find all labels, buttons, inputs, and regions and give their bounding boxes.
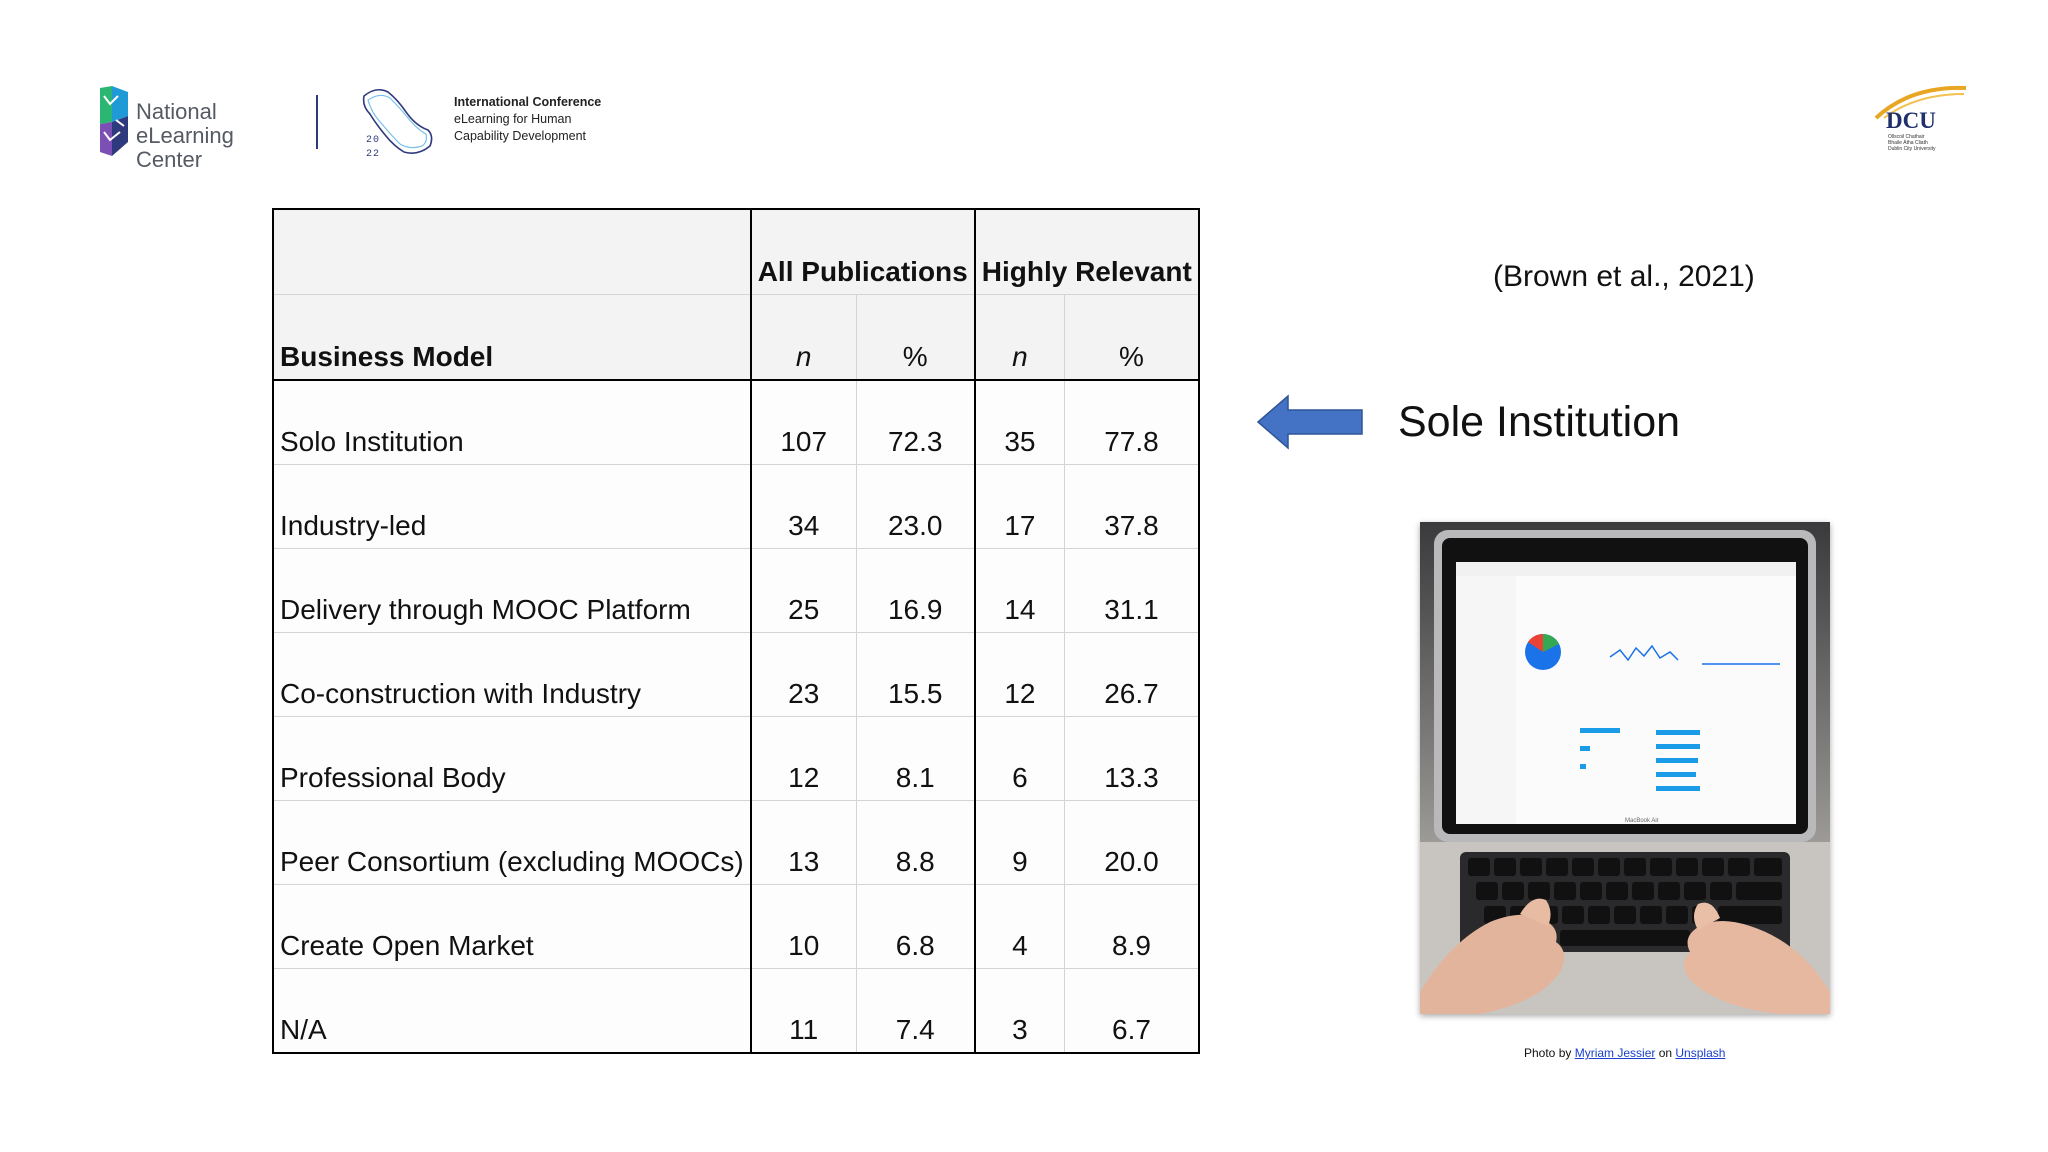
- cell-all-pct: 8.8: [856, 801, 975, 885]
- photo-credit: [1524, 1046, 1725, 1060]
- cell-relevant-pct: 26.7: [1065, 633, 1199, 717]
- nelc-line1: National: [136, 99, 217, 124]
- cell-all-pct: 6.8: [856, 885, 975, 969]
- dcu-wordmark: DCU: [1886, 108, 1936, 133]
- table-row: [273, 969, 1199, 1054]
- group-header-highly-relevant: Highly Relevant: [975, 209, 1199, 295]
- cell-all-n: 13: [751, 801, 857, 885]
- header-divider: [316, 95, 318, 149]
- table-row: [273, 380, 1199, 465]
- conf-year-top: 20: [366, 135, 381, 146]
- photo-credit-prefix: Photo by: [1524, 1046, 1575, 1060]
- cell-all-pct: 23.0: [856, 465, 975, 549]
- table-group-header-row: [273, 209, 1199, 295]
- table-row: [273, 717, 1199, 801]
- cell-all-n: 12: [751, 717, 857, 801]
- cell-relevant-n: 6: [975, 717, 1065, 801]
- cell-all-pct: 15.5: [856, 633, 975, 717]
- conf-line1: International Conference: [454, 95, 602, 109]
- conference-year: [366, 134, 380, 162]
- cell-model: Delivery through MOOC Platform: [273, 549, 751, 633]
- citation-text: (Brown et al., 2021): [1493, 260, 1755, 293]
- cell-relevant-n: 17: [975, 465, 1065, 549]
- cell-relevant-pct: 37.8: [1065, 465, 1199, 549]
- cell-model: Create Open Market: [273, 885, 751, 969]
- cell-relevant-n: 3: [975, 969, 1065, 1054]
- cell-relevant-n: 35: [975, 380, 1065, 465]
- group-header-all-publications: All Publications: [751, 209, 975, 295]
- laptop-photo: [1420, 522, 1830, 1014]
- cell-relevant-pct: 20.0: [1065, 801, 1199, 885]
- cell-all-n: 23: [751, 633, 857, 717]
- conference-title: [454, 94, 601, 145]
- column-header-relevant-pct: %: [1065, 295, 1199, 381]
- cell-relevant-n: 9: [975, 801, 1065, 885]
- photo-credit-mid: on: [1655, 1046, 1676, 1060]
- nelc-wordmark: [136, 100, 298, 172]
- table-row: [273, 885, 1199, 969]
- cell-model: Professional Body: [273, 717, 751, 801]
- cell-model: Co-construction with Industry: [273, 633, 751, 717]
- cell-model: Industry-led: [273, 465, 751, 549]
- cell-relevant-n: 12: [975, 633, 1065, 717]
- conf-line2: eLearning for Human: [454, 112, 572, 126]
- conf-year-bottom: 22: [366, 149, 381, 160]
- left-arrow-icon: [1256, 392, 1366, 452]
- cell-relevant-pct: 8.9: [1065, 885, 1199, 969]
- cell-relevant-n: 4: [975, 885, 1065, 969]
- conf-line3: Capability Development: [454, 129, 587, 143]
- cell-all-n: 25: [751, 549, 857, 633]
- cell-all-n: 11: [751, 969, 857, 1054]
- cell-model: Peer Consortium (excluding MOOCs): [273, 801, 751, 885]
- cell-model: N/A: [273, 969, 751, 1054]
- dcu-subtitle: Ollscoil Chathair Bhaile Átha Cliath Dublin City University: [1888, 134, 1936, 152]
- business-model-table: [272, 208, 1200, 1054]
- table-row: [273, 549, 1199, 633]
- cell-all-pct: 16.9: [856, 549, 975, 633]
- table-corner-cell: [273, 209, 751, 295]
- callout-label: Sole Institution: [1398, 398, 1681, 446]
- conference-logo: [354, 84, 624, 164]
- cell-relevant-pct: 13.3: [1065, 717, 1199, 801]
- column-header-business-model: Business Model: [273, 295, 751, 381]
- cell-model: Solo Institution: [273, 380, 751, 465]
- nelc-line2: eLearning Center: [136, 123, 234, 172]
- nelc-logo: [98, 86, 298, 172]
- cell-relevant-pct: 31.1: [1065, 549, 1199, 633]
- laptop-brand-text: MacBook Air: [1625, 818, 1659, 824]
- column-header-all-pct: %: [856, 295, 975, 381]
- table-row: [273, 801, 1199, 885]
- table-column-header-row: [273, 295, 1199, 381]
- cell-relevant-pct: 77.8: [1065, 380, 1199, 465]
- table-row: [273, 633, 1199, 717]
- photo-author-link[interactable]: Myriam Jessier: [1574, 1046, 1656, 1060]
- cell-all-pct: 72.3: [856, 380, 975, 465]
- dcu-logo: [1870, 82, 1970, 162]
- cell-all-n: 34: [751, 465, 857, 549]
- cell-all-n: 107: [751, 380, 857, 465]
- laptop-photo-illustration: [1420, 522, 1830, 1014]
- photo-site-link[interactable]: Unsplash: [1675, 1046, 1726, 1060]
- cell-all-n: 10: [751, 885, 857, 969]
- cell-relevant-pct: 6.7: [1065, 969, 1199, 1054]
- column-header-all-n: n: [751, 295, 857, 381]
- column-header-relevant-n: n: [975, 295, 1065, 381]
- cell-relevant-n: 14: [975, 549, 1065, 633]
- table-row: [273, 465, 1199, 549]
- cell-all-pct: 8.1: [856, 717, 975, 801]
- nelc-mark-icon: [98, 86, 130, 158]
- cell-all-pct: 7.4: [856, 969, 975, 1054]
